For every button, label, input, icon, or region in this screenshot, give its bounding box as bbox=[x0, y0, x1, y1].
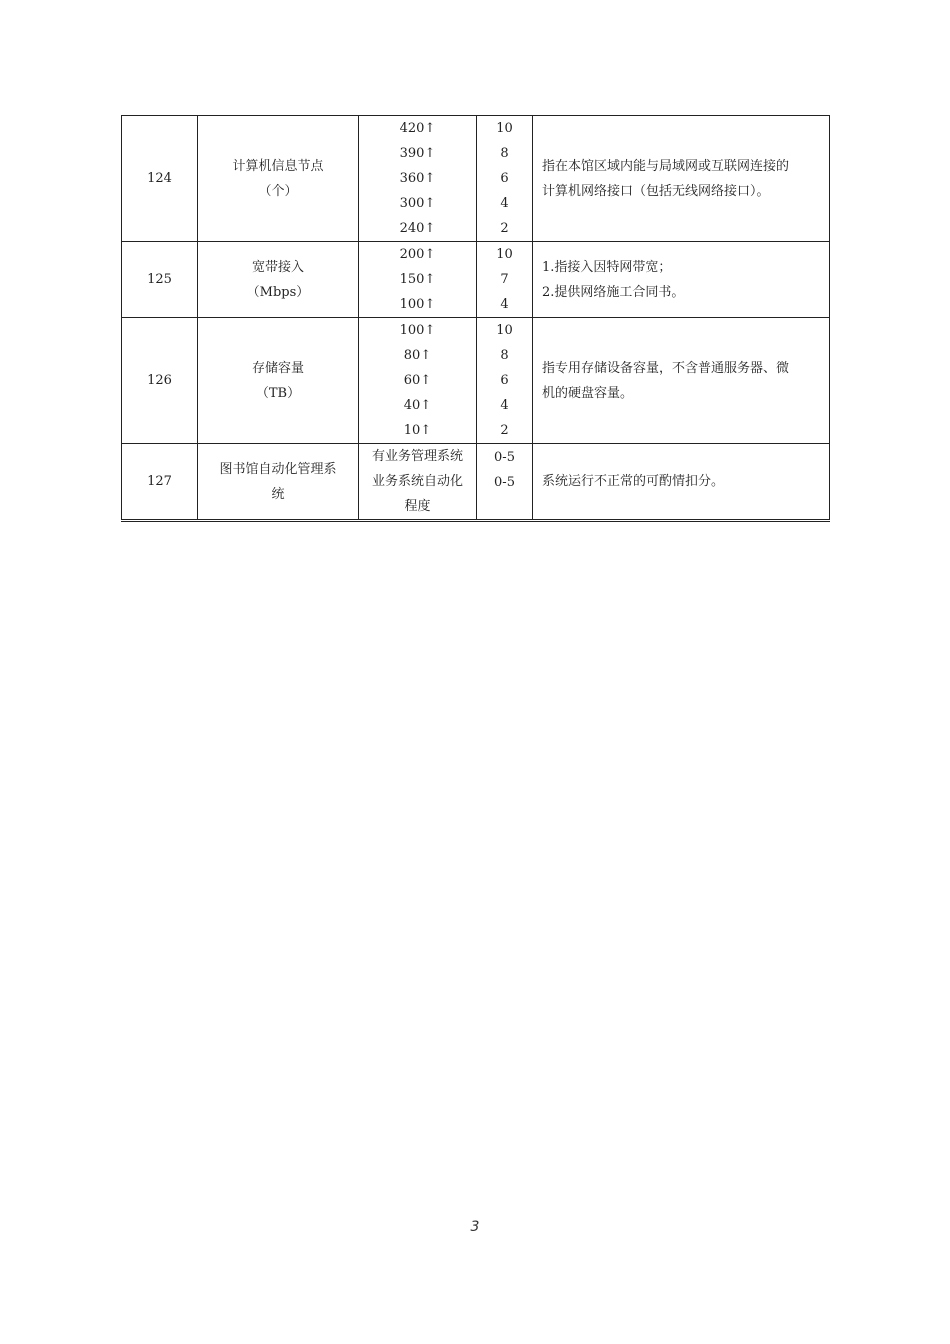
row-number: 124 bbox=[122, 116, 198, 242]
description-line: 指在本馆区域内能与局域网或互联网连接的 bbox=[542, 158, 790, 174]
indicator-description bbox=[533, 116, 830, 242]
indicator-unit: （Mbps） bbox=[246, 284, 310, 300]
indicator-name bbox=[198, 444, 359, 521]
standard-values bbox=[359, 242, 477, 318]
table-row bbox=[122, 242, 830, 318]
score-value: 8 bbox=[500, 146, 509, 161]
page-number: 3 bbox=[470, 1219, 480, 1235]
indicator-unit: （个） bbox=[258, 183, 298, 199]
description-line: 机的硬盘容量。 bbox=[542, 385, 634, 401]
standard-values bbox=[359, 318, 477, 444]
score-value: 6 bbox=[500, 373, 509, 388]
table-row bbox=[122, 116, 830, 242]
indicator-description bbox=[533, 318, 830, 444]
standard-value: 240↑ bbox=[399, 221, 436, 236]
standard-value: 有业务管理系统 bbox=[371, 449, 463, 464]
standard-value: 390↑ bbox=[399, 146, 436, 161]
description-line: 指专用存储设备容量，不含普通服务器、微 bbox=[542, 360, 790, 376]
score-value: 10 bbox=[496, 121, 513, 136]
row-number: 126 bbox=[122, 318, 198, 444]
score-values bbox=[477, 116, 533, 242]
indicator-name bbox=[198, 318, 359, 444]
standard-value: 60↑ bbox=[403, 373, 432, 388]
score-value: 0-5 bbox=[494, 475, 515, 490]
score-values bbox=[477, 444, 533, 521]
table-row bbox=[122, 318, 830, 444]
score-value: 4 bbox=[500, 297, 509, 312]
description-line: 2.提供网络施工合同书。 bbox=[542, 284, 685, 300]
standard-values bbox=[359, 444, 477, 521]
indicator-table bbox=[121, 115, 830, 522]
standard-value: 10↑ bbox=[403, 423, 432, 438]
indicator-description bbox=[533, 444, 830, 521]
standard-value: 200↑ bbox=[399, 247, 436, 262]
standard-value: 150↑ bbox=[399, 272, 436, 287]
standard-values bbox=[359, 116, 477, 242]
score-value: 6 bbox=[500, 171, 509, 186]
score-value: 2 bbox=[500, 423, 509, 438]
score-value: 4 bbox=[500, 196, 509, 211]
score-value: 10 bbox=[496, 323, 513, 338]
standard-value: 80↑ bbox=[403, 348, 432, 363]
score-value: 4 bbox=[500, 398, 509, 413]
description-line: 系统运行不正常的可酌情扣分。 bbox=[542, 474, 725, 489]
standard-value: 40↑ bbox=[403, 398, 432, 413]
standard-value: 100↑ bbox=[399, 297, 436, 312]
indicator-name-line: 计算机信息节点 bbox=[232, 158, 324, 174]
score-values bbox=[477, 242, 533, 318]
standard-value: 业务系统自动化 bbox=[371, 474, 463, 489]
description-line: 计算机网络接口（包括无线网络接口）。 bbox=[542, 183, 770, 199]
standard-value: 100↑ bbox=[399, 323, 436, 338]
standard-value: 程度 bbox=[404, 499, 431, 514]
row-number: 125 bbox=[122, 242, 198, 318]
score-values bbox=[477, 318, 533, 444]
indicator-name bbox=[198, 242, 359, 318]
score-value: 10 bbox=[496, 247, 513, 262]
indicator-description bbox=[533, 242, 830, 318]
indicator-unit: （TB） bbox=[255, 385, 301, 401]
score-value: 8 bbox=[500, 348, 509, 363]
score-value: 7 bbox=[500, 272, 509, 287]
description-line: 1.指接入因特网带宽； bbox=[542, 259, 672, 275]
standard-value: 420↑ bbox=[399, 121, 436, 136]
score-value: 2 bbox=[500, 221, 509, 236]
score-value: 0-5 bbox=[494, 450, 515, 465]
indicator-name-line: 宽带接入 bbox=[251, 259, 304, 275]
indicator-name-line: 图书馆自动化管理系 bbox=[219, 461, 337, 477]
indicator-name bbox=[198, 116, 359, 242]
indicator-name-line: 存储容量 bbox=[251, 360, 304, 376]
standard-value: 360↑ bbox=[399, 171, 436, 186]
row-number: 127 bbox=[122, 444, 198, 521]
table-row bbox=[122, 444, 830, 521]
indicator-name-line: 统 bbox=[271, 486, 285, 502]
standard-value: 300↑ bbox=[399, 196, 436, 211]
